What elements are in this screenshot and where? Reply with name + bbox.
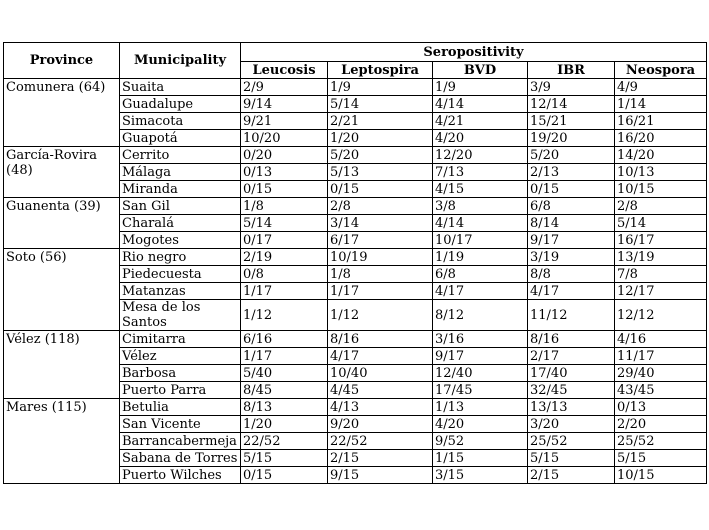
value-cell: 5/14 [328,96,433,113]
value-cell: 7/8 [615,266,707,283]
municipality-cell: Málaga [120,164,241,181]
value-cell: 1/9 [433,79,528,96]
municipality-cell: Matanzas [120,283,241,300]
municipality-cell: Miranda [120,181,241,198]
municipality-header: Municipality [120,43,241,79]
value-cell: 2/17 [528,348,615,365]
value-cell: 17/45 [433,382,528,399]
value-cell: 4/45 [328,382,433,399]
value-cell: 8/8 [528,266,615,283]
value-cell: 10/13 [615,164,707,181]
value-cell: 0/13 [241,164,328,181]
ibr-header: IBR [528,62,615,79]
value-cell: 1/12 [241,300,328,331]
value-cell: 3/14 [328,215,433,232]
value-cell: 2/15 [528,467,615,484]
value-cell: 25/52 [615,433,707,450]
municipality-cell: Guapotá [120,130,241,147]
value-cell: 16/21 [615,113,707,130]
value-cell: 9/17 [528,232,615,249]
value-cell: 4/17 [528,283,615,300]
value-cell: 1/20 [328,130,433,147]
seropositivity-table [3,42,707,484]
value-cell: 12/12 [615,300,707,331]
value-cell: 6/16 [241,331,328,348]
municipality-cell: Simacota [120,113,241,130]
leucosis-header: Leucosis [241,62,328,79]
value-cell: 12/40 [433,365,528,382]
value-cell: 0/15 [328,181,433,198]
value-cell: 3/19 [528,249,615,266]
value-cell: 8/45 [241,382,328,399]
value-cell: 15/21 [528,113,615,130]
municipality-cell: Mesa de los Santos [120,300,241,331]
value-cell: 9/14 [241,96,328,113]
value-cell: 0/8 [241,266,328,283]
value-cell: 0/17 [241,232,328,249]
municipality-cell: Sabana de Torres [120,450,241,467]
value-cell: 4/17 [433,283,528,300]
value-cell: 43/45 [615,382,707,399]
municipality-cell: Rio negro [120,249,241,266]
value-cell: 13/13 [528,399,615,416]
value-cell: 1/17 [241,283,328,300]
value-cell: 1/19 [433,249,528,266]
value-cell: 10/40 [328,365,433,382]
value-cell: 8/16 [328,331,433,348]
value-cell: 2/13 [528,164,615,181]
table-row [4,79,707,96]
value-cell: 9/52 [433,433,528,450]
value-cell: 25/52 [528,433,615,450]
province-cell: Soto (56) [4,249,120,331]
value-cell: 1/17 [328,283,433,300]
municipality-cell: Mogotes [120,232,241,249]
value-cell: 5/15 [528,450,615,467]
municipality-cell: Vélez [120,348,241,365]
value-cell: 22/52 [241,433,328,450]
value-cell: 0/15 [528,181,615,198]
leptospira-header: Leptospira [328,62,433,79]
value-cell: 2/15 [328,450,433,467]
value-cell: 2/8 [615,198,707,215]
value-cell: 5/14 [615,215,707,232]
value-cell: 12/14 [528,96,615,113]
value-cell: 22/52 [328,433,433,450]
value-cell: 8/16 [528,331,615,348]
value-cell: 29/40 [615,365,707,382]
value-cell: 9/15 [328,467,433,484]
value-cell: 14/20 [615,147,707,164]
municipality-cell: Guadalupe [120,96,241,113]
value-cell: 1/15 [433,450,528,467]
municipality-cell: Betulia [120,399,241,416]
value-cell: 0/15 [241,467,328,484]
value-cell: 1/9 [328,79,433,96]
value-cell: 12/20 [433,147,528,164]
value-cell: 3/20 [528,416,615,433]
value-cell: 19/20 [528,130,615,147]
value-cell: 12/17 [615,283,707,300]
table-row [4,331,707,348]
municipality-cell: Puerto Wilches [120,467,241,484]
value-cell: 4/20 [433,130,528,147]
neospora-header: Neospora [615,62,707,79]
municipality-cell: Piedecuesta [120,266,241,283]
value-cell: 2/19 [241,249,328,266]
value-cell: 1/13 [433,399,528,416]
bvd-header: BVD [433,62,528,79]
value-cell: 32/45 [528,382,615,399]
value-cell: 11/17 [615,348,707,365]
value-cell: 8/12 [433,300,528,331]
municipality-cell: Barrancabermeja [120,433,241,450]
table-row [4,147,707,164]
value-cell: 5/20 [328,147,433,164]
value-cell: 5/15 [615,450,707,467]
value-cell: 3/9 [528,79,615,96]
value-cell: 2/20 [615,416,707,433]
value-cell: 5/40 [241,365,328,382]
province-header: Province [4,43,120,79]
value-cell: 11/12 [528,300,615,331]
value-cell: 4/20 [433,416,528,433]
value-cell: 5/20 [528,147,615,164]
province-cell: García-Rovira (48) [4,147,120,198]
value-cell: 4/14 [433,215,528,232]
value-cell: 9/21 [241,113,328,130]
value-cell: 6/8 [433,266,528,283]
value-cell: 1/12 [328,300,433,331]
value-cell: 5/15 [241,450,328,467]
value-cell: 2/9 [241,79,328,96]
municipality-cell: Cerrito [120,147,241,164]
value-cell: 10/19 [328,249,433,266]
value-cell: 8/13 [241,399,328,416]
table-row [4,399,707,416]
value-cell: 17/40 [528,365,615,382]
value-cell: 4/15 [433,181,528,198]
value-cell: 13/19 [615,249,707,266]
value-cell: 3/8 [433,198,528,215]
municipality-cell: Suaita [120,79,241,96]
value-cell: 5/13 [328,164,433,181]
table-row [4,198,707,215]
value-cell: 5/14 [241,215,328,232]
value-cell: 10/17 [433,232,528,249]
value-cell: 4/9 [615,79,707,96]
value-cell: 1/20 [241,416,328,433]
value-cell: 3/15 [433,467,528,484]
table-row [4,249,707,266]
value-cell: 4/17 [328,348,433,365]
value-cell: 4/21 [433,113,528,130]
value-cell: 3/16 [433,331,528,348]
table-body [4,79,707,484]
value-cell: 0/13 [615,399,707,416]
value-cell: 10/20 [241,130,328,147]
municipality-cell: Barbosa [120,365,241,382]
value-cell: 6/8 [528,198,615,215]
value-cell: 1/8 [241,198,328,215]
value-cell: 1/8 [328,266,433,283]
value-cell: 2/21 [328,113,433,130]
municipality-cell: Puerto Parra [120,382,241,399]
value-cell: 0/15 [241,181,328,198]
value-cell: 8/14 [528,215,615,232]
seropositivity-header: Seropositivity [241,43,707,62]
value-cell: 0/20 [241,147,328,164]
value-cell: 16/20 [615,130,707,147]
municipality-cell: San Gil [120,198,241,215]
province-cell: Mares (115) [4,399,120,484]
value-cell: 4/14 [433,96,528,113]
municipality-cell: San Vicente [120,416,241,433]
value-cell: 4/13 [328,399,433,416]
value-cell: 6/17 [328,232,433,249]
value-cell: 1/17 [241,348,328,365]
province-cell: Comunera (64) [4,79,120,147]
value-cell: 9/20 [328,416,433,433]
value-cell: 16/17 [615,232,707,249]
value-cell: 10/15 [615,181,707,198]
value-cell: 1/14 [615,96,707,113]
municipality-cell: Cimitarra [120,331,241,348]
province-cell: Guanenta (39) [4,198,120,249]
value-cell: 10/15 [615,467,707,484]
province-cell: Vélez (118) [4,331,120,399]
municipality-cell: Charalá [120,215,241,232]
value-cell: 2/8 [328,198,433,215]
value-cell: 4/16 [615,331,707,348]
value-cell: 7/13 [433,164,528,181]
value-cell: 9/17 [433,348,528,365]
